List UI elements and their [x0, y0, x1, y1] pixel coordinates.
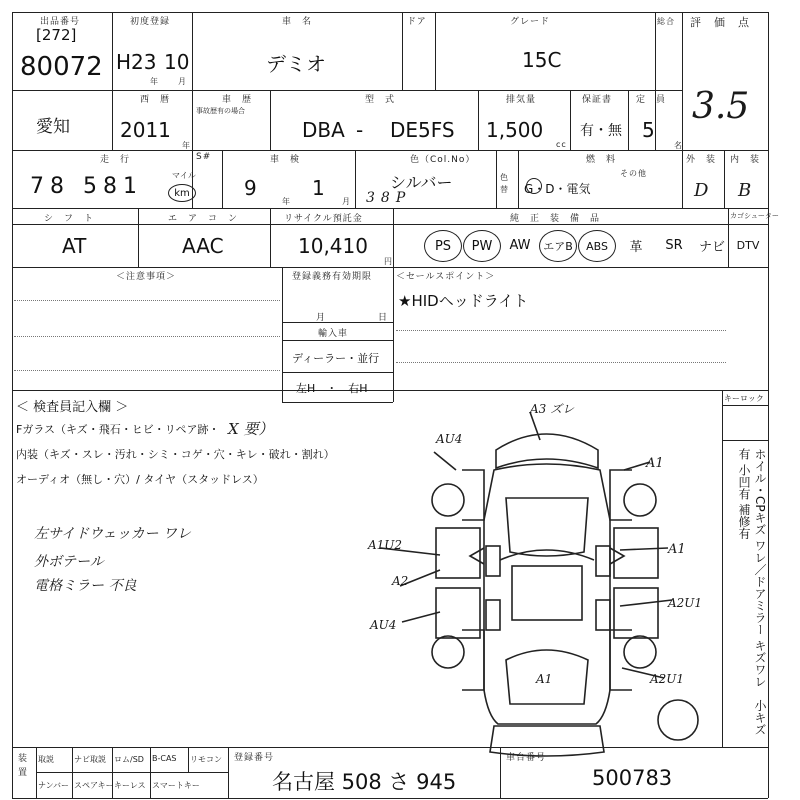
- damage-mark-5: A1: [668, 542, 686, 557]
- inspection-label: S#: [196, 152, 212, 162]
- capacity-unit: 名: [674, 141, 683, 150]
- car-history-label: 車 歴: [222, 95, 253, 105]
- interior-label: 内 装: [730, 155, 761, 165]
- glass-mark: X 要）: [228, 420, 274, 438]
- accessory-label-r2-3: スマートキー: [152, 781, 200, 790]
- year-unit-2: 年: [182, 141, 191, 150]
- grade-label: グレード: [510, 17, 551, 27]
- model-label: 型 式: [365, 95, 396, 105]
- notes-label: ＜注意事項＞: [116, 272, 177, 282]
- cc-unit: cc: [556, 140, 567, 149]
- displacement-label: 排気量: [506, 95, 537, 105]
- displacement: 1,500: [486, 118, 544, 142]
- keylock-label: キーロック: [724, 394, 764, 403]
- year-label: 西 暦: [140, 95, 171, 105]
- shift: AT: [62, 234, 87, 258]
- damage-mark-6: A2: [392, 574, 409, 588]
- exterior-grade: D: [694, 180, 709, 201]
- inspector-title: ＜ 検査員記入欄 ＞: [16, 400, 129, 415]
- door-label: ドア: [407, 17, 427, 27]
- score-small-label: 総合: [657, 17, 675, 26]
- equipment-1: PW: [463, 230, 501, 262]
- fuel-label: 燃 料: [586, 155, 617, 165]
- damage-mark-8: AU4: [370, 618, 397, 632]
- color-change-label: 色替: [500, 173, 508, 194]
- shift-label: シ フ ト: [44, 214, 95, 224]
- mileage: 78 581: [30, 174, 143, 199]
- model-prefix: DBA: [302, 118, 345, 142]
- mileage-label: 走 行: [100, 155, 131, 165]
- equipment-4: ABS: [578, 230, 616, 262]
- score: 3.5: [692, 86, 750, 127]
- year-unit: 年: [150, 77, 159, 86]
- score-label: 評 価 点: [690, 16, 750, 29]
- damage-mark-9: A2U1: [650, 672, 685, 686]
- chassis-number-label: 車台番号: [506, 753, 547, 763]
- prefecture: 愛知: [36, 117, 70, 137]
- first-registration-label: 初度登録: [130, 17, 171, 27]
- accessory-label-r2-1: スペアキー: [74, 781, 114, 790]
- damage-mark-7: A2U1: [668, 596, 703, 610]
- model-dash: -: [356, 118, 364, 142]
- side-condition-text: ホイル・CPキズ ワレ／ドアミラー キズワレ 小キズ有 小凹有 補修有: [737, 448, 767, 736]
- equipment-3: エアB: [539, 230, 577, 262]
- registration-expiry-label: 登録義務有効期限: [292, 272, 373, 282]
- handwritten-note-3: 電格ミラー 不良: [34, 578, 137, 594]
- damage-mark-3: A1: [646, 456, 664, 471]
- capacity-label: 定 員: [636, 95, 667, 105]
- damage-mark-4: A1U2: [368, 538, 403, 552]
- first-registration-month: 10: [164, 50, 190, 74]
- accessory-label-4: リモコン: [190, 755, 222, 764]
- fuel-options: G・D・電気: [524, 182, 591, 196]
- color-code: 38P: [366, 190, 412, 206]
- accessory-label-r2-2: キーレス: [114, 781, 146, 790]
- fuel-other-label: その他: [620, 169, 647, 178]
- lot-code: [272]: [36, 26, 77, 44]
- km-mark: km: [168, 184, 196, 202]
- shaken-label: 車 検: [270, 155, 301, 165]
- chassis-number: 500783: [592, 766, 673, 790]
- interior-line: 内装（キズ・スレ・汚れ・シミ・コゲ・穴・キレ・破れ・割れ）: [16, 448, 335, 461]
- warranty-label: 保証書: [582, 95, 613, 105]
- equipment-0: PS: [424, 230, 462, 262]
- equipment-label: 純 正 装 備 品: [510, 214, 601, 224]
- registration-number-label: 登録番号: [234, 753, 275, 763]
- steering-label: 左H ・ 右H: [296, 382, 368, 395]
- damage-mark-10: A1: [536, 672, 553, 686]
- registration-number: 名古屋 508 さ 945: [272, 770, 457, 794]
- accessory-label-1: ナビ取説: [74, 755, 106, 764]
- warranty-options: 有・無: [580, 123, 622, 139]
- shaken-month: 1: [312, 176, 325, 200]
- sales-point-label: ＜セールスポイント＞: [396, 272, 496, 282]
- month-unit: 月: [178, 77, 187, 86]
- equipment-7: ナビ: [698, 239, 725, 255]
- car-name-label: 車 名: [282, 17, 313, 27]
- ac: AAC: [182, 234, 224, 258]
- first-registration-era: H23: [116, 50, 157, 74]
- exterior-label: 外 装: [686, 155, 717, 165]
- mileage-unit-label: マイル: [172, 171, 196, 180]
- equipment-8: DTV: [736, 238, 760, 252]
- equipment-side-label: 装 置: [18, 754, 37, 778]
- import-label: 輸入車: [318, 329, 349, 339]
- damage-mark-2: AU4: [436, 432, 463, 446]
- accessory-label-0: 取説: [38, 755, 54, 764]
- lot-number: 80072: [20, 52, 103, 82]
- audio-line: オーディオ（無し・穴）/ タイヤ（スタッドレス）: [16, 473, 264, 486]
- year: 2011: [120, 118, 171, 142]
- equipment-5: 革: [629, 239, 643, 255]
- corner-label: カゴシューター: [730, 212, 779, 220]
- accessory-label-r2-0: ナンバー: [38, 781, 70, 790]
- handwritten-note-1: 左サイドウェッカー ワレ: [34, 526, 191, 542]
- equipment-2: AW: [509, 237, 531, 253]
- grade: 15C: [522, 48, 562, 72]
- sales-point: ★HIDヘッドライト: [398, 292, 529, 310]
- recycle-deposit: 10,410: [298, 234, 368, 258]
- accessory-label-2: ロム/SD: [114, 755, 144, 764]
- shaken-month-unit: 月: [342, 197, 351, 206]
- car-history-sub: 事故歴有の場合: [196, 107, 245, 115]
- expiry-day-label: 日: [378, 313, 389, 323]
- damage-mark-1: A3 ズレ: [530, 402, 575, 416]
- handwritten-note-2: 外ボテール: [34, 554, 104, 570]
- shaken-year: 9: [244, 176, 257, 200]
- car-name: デミオ: [266, 52, 326, 76]
- color: シルバー: [390, 173, 453, 192]
- ac-label: エ ア コ ン: [168, 214, 239, 224]
- accessory-label-3: B-CAS: [152, 754, 177, 763]
- shaken-year-unit: 年: [282, 197, 291, 206]
- recycle-label: リサイクル預託金: [284, 214, 363, 224]
- yen-unit: 円: [384, 257, 393, 266]
- glass-line: Fガラス（キズ・飛石・ヒビ・リペア跡・: [16, 423, 220, 436]
- dealer-label: ディーラー・並行: [292, 352, 380, 365]
- color-label: 色（Col.No）: [410, 155, 476, 165]
- expiry-month-label: 月: [316, 313, 327, 323]
- equipment-6: SR: [665, 237, 683, 253]
- model-code: DE5FS: [390, 118, 455, 142]
- capacity: 5: [642, 118, 655, 142]
- lot-number-label: 出品番号: [40, 17, 81, 27]
- interior-grade: B: [738, 180, 752, 201]
